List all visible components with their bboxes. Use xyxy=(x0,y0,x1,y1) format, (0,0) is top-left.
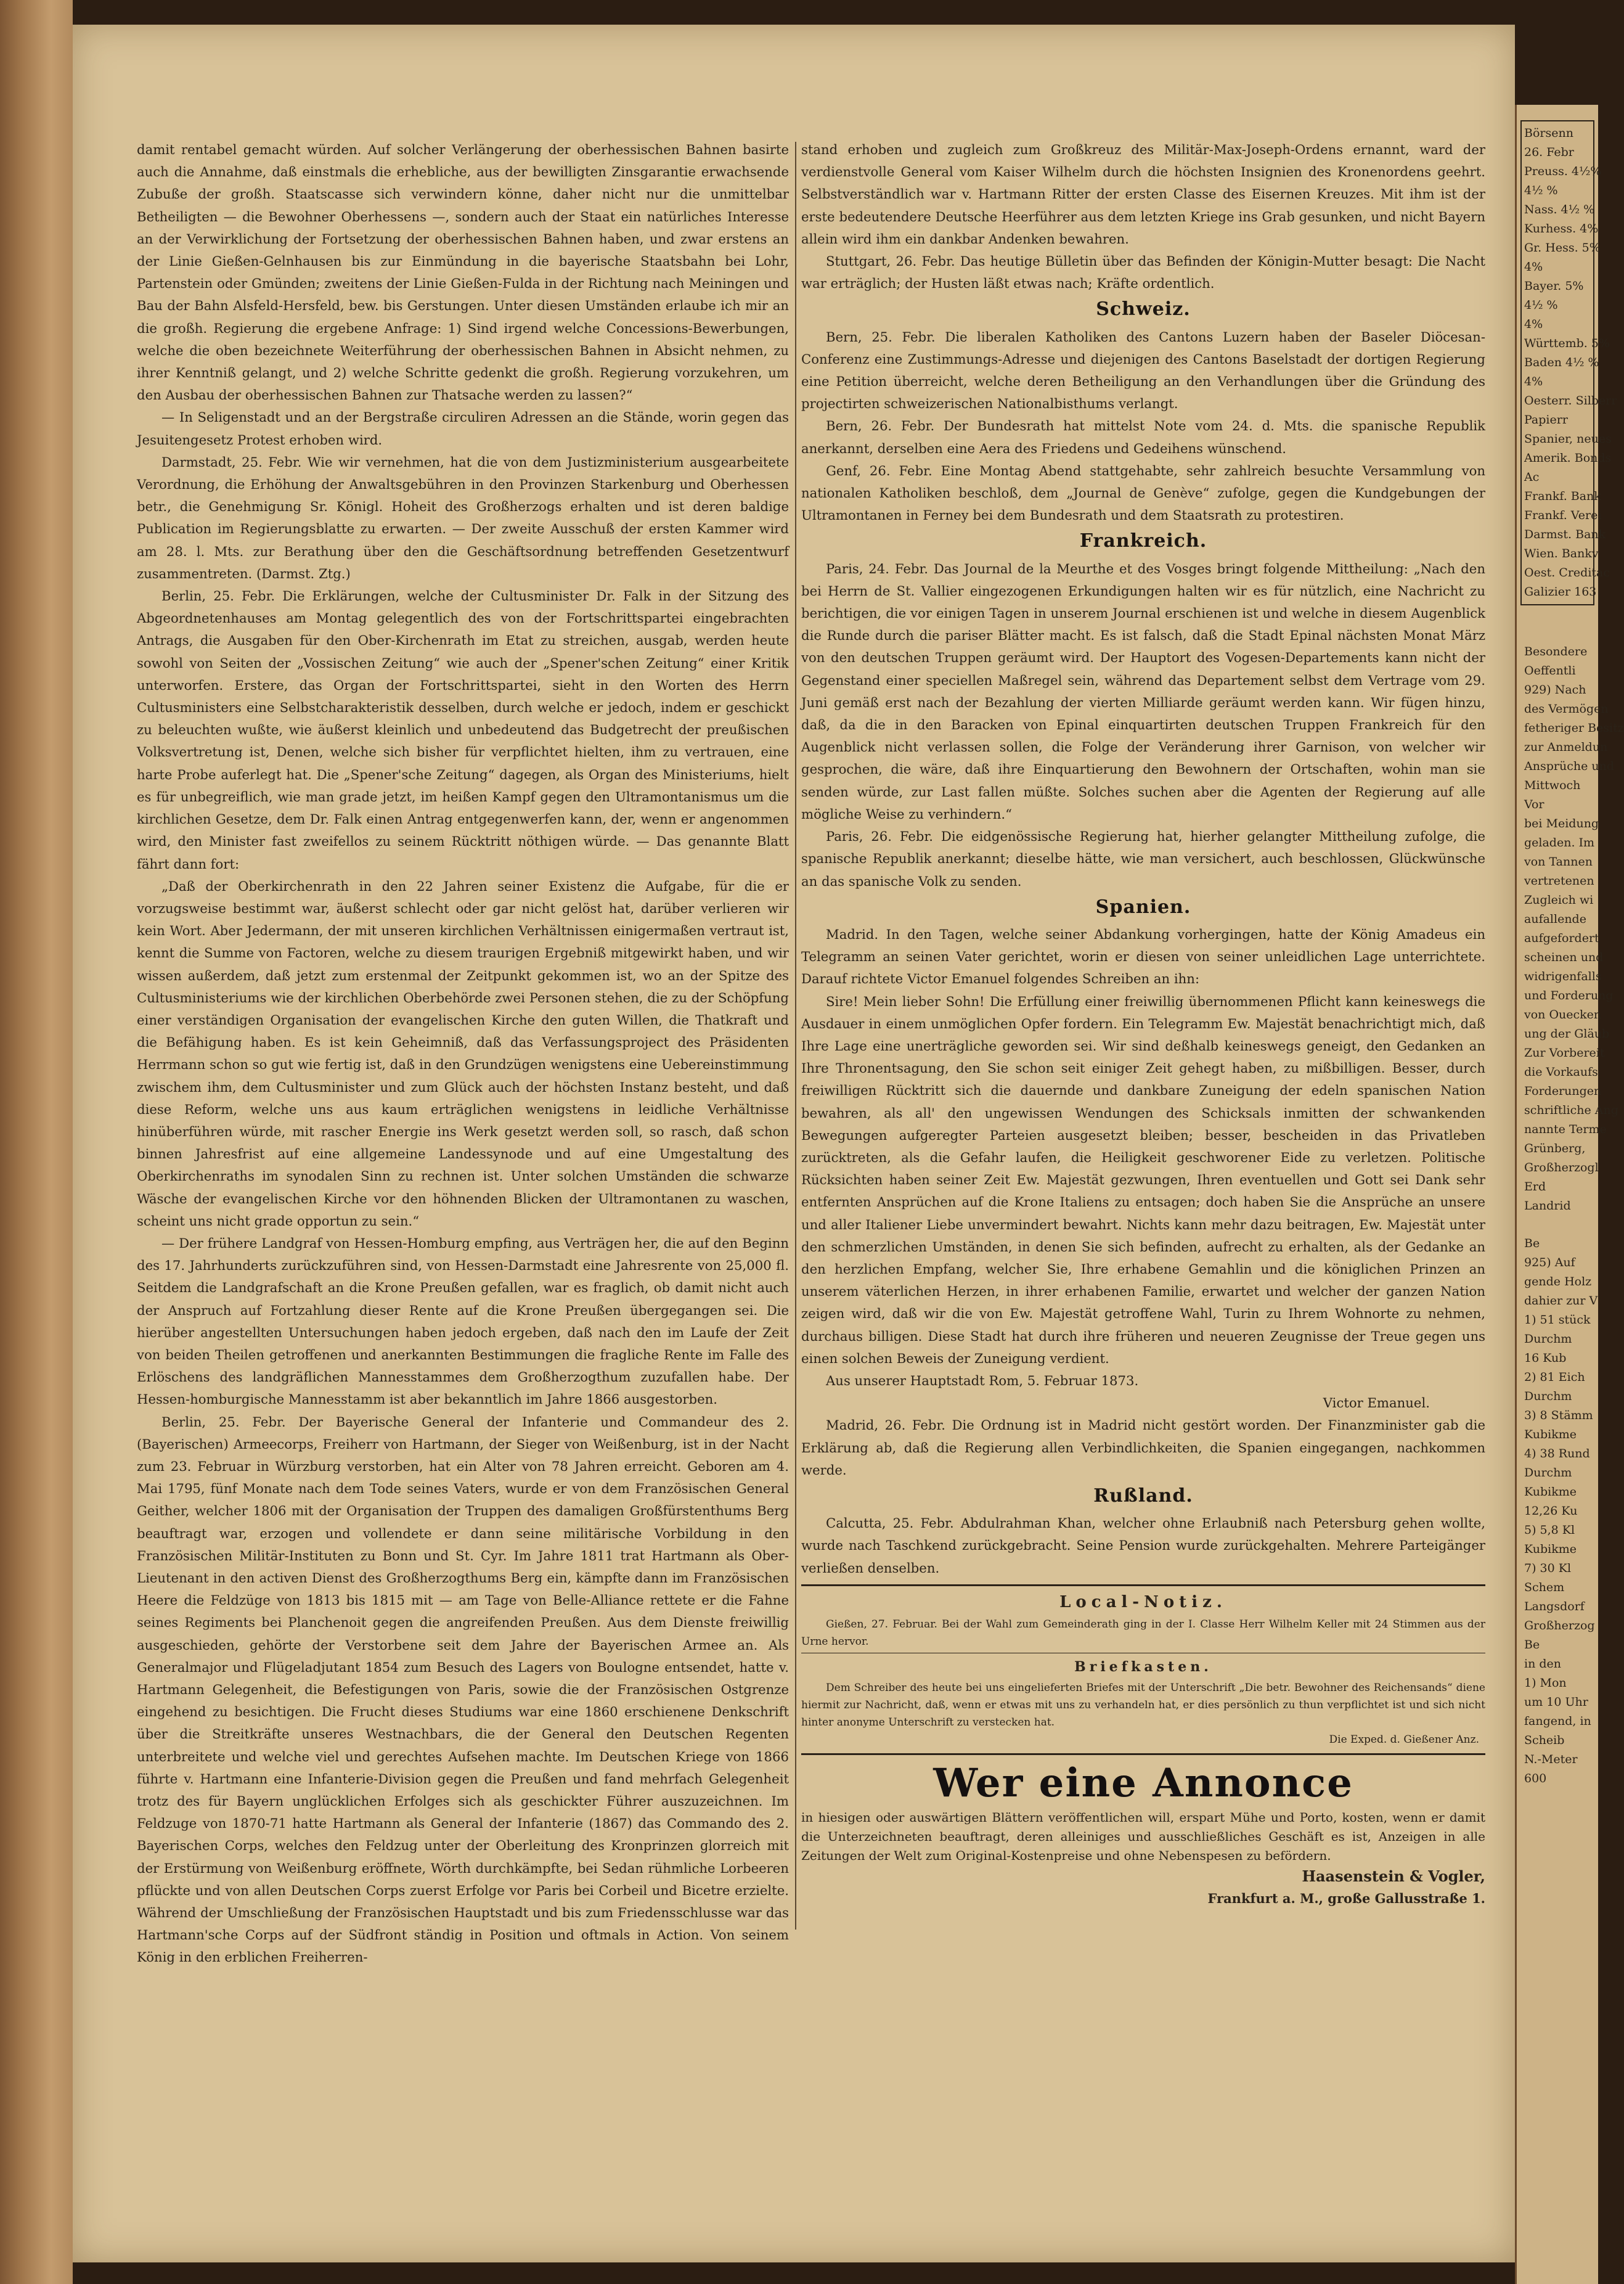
fragment-line: 2) 81 Eich xyxy=(1524,1370,1585,1384)
fragment-line: gende Holz xyxy=(1524,1275,1592,1288)
right-column xyxy=(801,139,1485,1910)
fragment-line: fetheriger Besitz xyxy=(1524,721,1624,735)
fragment-line: zur Anmeldun xyxy=(1524,740,1608,754)
fragment-line: Oeffentli xyxy=(1524,664,1576,677)
fragment-line: Galizier 163 xyxy=(1524,585,1597,599)
stock-quotes-box xyxy=(1520,120,1617,605)
article-paragraph: Dem Schreiber des heute bei uns eingelieferten Briefes mit der Unterschrift „Die betr. Bewohner des Reichensands“ diene hiermit zur Nachricht, daß, wenn er etwas mit uns zu verhandeln hat, er dies persönlich zu thun verpflichtet ist und sich nicht hinter anonyme Unterschrift zu verstecken hat. xyxy=(801,1682,1485,1729)
fragment-line: Scheib xyxy=(1524,1733,1565,1747)
fragment-line: dahier zur V xyxy=(1524,1294,1598,1308)
fragment-line: 4½ % xyxy=(1524,298,1558,312)
fragment-line: Preuss. 4½% xyxy=(1524,165,1602,178)
section-heading-frankreich: Frankreich. xyxy=(1079,530,1207,552)
column-divider xyxy=(795,142,796,1930)
fragment-line: Zugleich wi xyxy=(1524,893,1594,907)
fragment-line: Durchm xyxy=(1524,1390,1572,1403)
advertisement-company: Haasenstein & Vogler, xyxy=(1302,1867,1485,1886)
section-heading-lokal: Local-Notiz. xyxy=(1059,1592,1227,1611)
fragment-line: 5) 5,8 Kl xyxy=(1524,1523,1575,1537)
fragment-line: Wien. Bankv xyxy=(1524,547,1599,560)
fragment-line: Forderungen xyxy=(1524,1084,1602,1098)
fragment-line: 3) 8 Stämm xyxy=(1524,1409,1593,1422)
article-paragraph: Calcutta, 25. Febr. Abdulrahman Khan, welcher ohne Erlaubniß nach Petersburg gehen wollte, wurde nach Taschkend zurückgebracht. Seine Pension wurde zurückgehalten. Mehrere Parteigänger verließen denselben. xyxy=(801,1515,1485,1576)
fragment-line: in den xyxy=(1524,1657,1561,1671)
divider xyxy=(801,1753,1485,1755)
fragment-line: Erd xyxy=(1524,1180,1546,1193)
fragment-line: Spanier, neues xyxy=(1524,432,1612,446)
fragment-line: die Vorkaufs xyxy=(1524,1065,1598,1079)
article-paragraph: stand erhoben und zugleich zum Großkreuz des Militär-Max-Joseph-Ordens ernannt, ward der verdienstvolle General vom Kaiser Wilhelm durch die höchsten Insignien des Kronenordens geehrt. Selbstverständlich war v. Hartmann Ritter der ersten Classe des Eisernen Kreuzes. Mit ihm ist der erste bedeutendere Deutsche Heerführer aus dem letzten Kriege ins Grab gesunken, und nicht Bayern allein wird ihm ein dankbar Andenken bewahren. xyxy=(801,142,1485,247)
article-paragraph: Bern, 25. Febr. Die liberalen Katholiken des Cantons Luzern haben der Baseler Diöcesan-Conferenz eine Zustimmungs-Adresse und diejenigen des Cantons Baselstadt der dortigen Regierung eine Petition überreicht, welche deren Betheiligung an den Verhandlungen über die Gründung des projectirten schweizerischen Nationalbisthums verlangt. xyxy=(801,329,1485,412)
fragment-line: Ac xyxy=(1524,470,1540,484)
fragment-line: Papierr xyxy=(1524,413,1568,427)
article-paragraph: Madrid, 26. Febr. Die Ordnung ist in Madrid nicht gestört worden. Der Finanzminister gab die Erklärung ab, daß die Regierung allen Verbindlichkeiten, die Spanien eingegangen, nachkommen werde. xyxy=(801,1417,1485,1478)
article-paragraph: Paris, 24. Febr. Das Journal de la Meurthe et des Vosges bringt folgende Mittheilung: „Nach den bei Herrn de St. Vallier eingezogenen Erkundigungen halten wir es für nützlich, eine Nachricht zu berichtigen, die vor einigen Tagen in unserem Journal erschienen ist und welche in diesem Augenblick die Runde durch die pariser Blätter macht. Es ist falsch, daß die Stadt Epinal nächsten Monat März von den deutschen Truppen geräumt wird. Der Hauptort des Vogesen-Departements kann nicht der Gegenstand einer speciellen Maßregel sein, während das Departement selbst dem Vertrage vom 29. Juni gemäß erst nach der Bezahlung der vierten Milliarde geräumt werden kann. Wir fügen hinzu, daß, da die in den Baracken von Epinal einquartirten deutschen Truppen Frankreich für den Augenblick nicht verlassen sollen, die Folge der Veränderung ihrer Garnison, von welcher wir gesprochen, die wäre, daß ihre Einquartierung den Bewohnern der Ortschaften, wohin man sie senden würde, zur Last fallen müßte. Solches suchen aber die Agenten der Regierung auf alle mögliche Weise zu verhindern.“ xyxy=(801,560,1485,822)
fragment-line: Kurhess. 4% xyxy=(1524,222,1599,235)
fragment-line: Börsenn xyxy=(1524,126,1573,140)
fragment-line: Amerik. Bonds xyxy=(1524,451,1612,465)
fragment-line: von Ouecken xyxy=(1524,1008,1602,1021)
fragment-line: Gr. Hess. 5% xyxy=(1524,241,1601,255)
article-paragraph: — Der frühere Landgraf von Hessen-Homburg empfing, aus Verträgen her, die auf den Beginn des 17. Jahrhunderts zurückzuführen sind, von Hessen-Darmstadt eine Jahresrente von 25,000 fl. Seitdem die Landgrafschaft an die Krone Preußen gefallen, war es fraglich, ob damit nicht auch der Anspruch auf Fortzahlung dieser Rente auf die Krone Preußen übergegangen sei. Die hierüber angestellten Untersuchungen haben jedoch ergeben, daß nach den im Laufe der Zeit von beiden Theilen getroffenen und anerkannten Bestimmungen die fragliche Rente im Falle des Erlöschens des landgräflichen Mannesstammes dem Großherzogthum zuzufallen habe. Der Hessen-homburgische Mannesstamm ist aber bekanntlich im Jahre 1866 ausgestorben. xyxy=(137,1235,789,1407)
fragment-line: 4% xyxy=(1524,375,1543,388)
fragment-line: 12,26 Ku xyxy=(1524,1504,1578,1518)
fragment-line: Kubikme xyxy=(1524,1485,1577,1499)
fragment-line: um 10 Uhr xyxy=(1524,1695,1588,1709)
article-paragraph: Berlin, 25. Febr. Der Bayerische General der Infanterie und Commandeur des 2. (Bayerischen) Armeecorps, Freiherr von Hartmann, der Sieger von Weißenburg, ist in der Nacht zum 23. Februar in Würzburg verstorben, hat ein Alter von 78 Jahren erreicht. Geboren am 4. Mai 1795, fünf Monate nach dem Tode seines Vaters, wurde er von dem Französischen General Geither, welcher 1806 mit der Organisation der Truppen des damaligen Großfürstenthums Berg beauftragt war, erzogen und vollendete er dann seine militärische Vorbildung in den Französischen Militär-Instituten zu Bonn und St. Cyr. Im Jahre 1811 trat Hartmann als Ober-Lieutenant in den activen Dienst des Großherzogthums Berg ein, kämpfte dann im Französischen Heere die Feldzüge von 1813 bis 1815 mit — am Tage von Belle-Alliance rettete er die Fahne seines Regiments bei Planchenoit gegen die angreifenden Preußen. Aus dem Dienste freiwillig ausgeschieden, gehörte der Verstorbene seit dem Jahre der Bayerischen Armee an. Als Generalmajor und Flügeladjutant 1854 zum Besuch des Lagers von Boulogne entsendet, hatte v. Hartmann Gelegenheit, die Befestigungen von Paris, sowie die der Französischen Ostgrenze eingehend zu besichtigen. Die Frucht dieses Studiums war eine 1860 erschienene Denkschrift über die Streitkräfte unseres Westnachbars, die der General den Deutschen Regenten unterbreitete und welche viel und gerechtes Aufsehen machte. Im Deutschen Kriege von 1866 führte v. Hartmann eine Infanterie-Division gegen die Preußen und fand mehrfach Gelegenheit trotz des für Bayern unglücklichen Erfolges sich als geschickter Führer auszuzeichnen. Im Feldzuge von 1870-71 hatte Hartmann als General der Infanterie (1867) das Commando des 2. Bayerischen Corps, welches den Feldzug unter der Oberleitung des Kronprinzen glorreich mit der Erstürmung von Weißenburg eröffnete, Wörth durchkämpfte, bei Sedan rühmliche Lorbeeren pflückte und von allen Deutschen Corps zuerst Erfolge vor Paris bei Corbeil und Bicetre erzielte. Während der Umschließung der Französischen Hauptstadt und bis zum Friedensschlusse war das Hartmann'sche Corps auf der Südfront ständig in Position und oftmals in Action. Von seinem König in den erblichen Freiherren- xyxy=(137,1414,789,1965)
fragment-line: Frankf. Verei xyxy=(1524,509,1602,522)
fragment-line: Oesterr. Silberr xyxy=(1524,394,1617,407)
fragment-line: 4% xyxy=(1524,317,1543,331)
fragment-line: Frankf. Bank xyxy=(1524,489,1601,503)
fragment-line: Württemb. 5% xyxy=(1524,337,1610,350)
fragment-line: 4) 38 Rund xyxy=(1524,1447,1590,1460)
fragment-line: fangend, in xyxy=(1524,1714,1591,1728)
notice-fragment xyxy=(1517,1234,1598,1788)
fragment-line: aufallende xyxy=(1524,912,1586,926)
article-paragraph: „Daß der Oberkirchenrath in den 22 Jahren seiner Existenz die Aufgabe, für die er vorzugsweise bestimmt war, äußerst schlecht oder gar nicht gelöst hat, darüber verlieren wir kein Wort. Aber Jedermann, der mit unseren kirchlichen Verhältnissen einigermaßen vertraut ist, kennt die Summe von Factoren, welche zu diesem traurigen Ergebniß mitgewirkt haben, und wir wissen außerdem, daß jetzt zum erstenmal der Zeitpunkt gekommen ist, wo an der Spitze des Cultusministeriums wie der kirchlichen Oberbehörde zwei Personen stehen, die zu der Schöpfung einer verständigen Organisation der evangelischen Kirche den guten Willen, die Thatkraft und die Befähigung haben. Es ist kein Geheimniß, daß das Verfassungsproject des Präsidenten Herrmann schon so gut wie fertig ist, daß in den Grundzügen wenigstens eine Uebereinstimmung zwischem ihm, dem Cultusminister und zum Glück auch der höchsten Instanz besteht, und daß diese Reform, welche uns aus kaum erträglichen wenigstens in leidliche Verhältnisse hinüberführen würde, mit rascher Energie ins Werk gesetzt werden soll, so rasch, daß schon binnen Jahresfrist auf eine allgemeine Landessynode und auf eine Umgestaltung des Oberkirchenraths im synodalen Sinn zu rechnen ist. Unter solchen Umständen die schwarze Wäsche der evangelischen Kirche vor den höhnenden Blicken der Ultramontanen zu waschen, scheint uns nicht grade opportun zu sein.“ xyxy=(137,878,789,1229)
letter-signature: Victor Emanuel. xyxy=(1323,1395,1430,1411)
fragment-line: Durchm xyxy=(1524,1332,1572,1346)
fragment-line: geladen. Im xyxy=(1524,836,1595,849)
article-paragraph: Sire! Mein lieber Sohn! Die Erfüllung einer freiwillig übernommenen Pflicht kann keineswegs die Ausdauer in einem unmöglichen Opfer fordern. Ein Telegramm Ew. Majestät benachrichtigt mich, daß Ihre Lage eine unerträgliche geworden sei. Wir sind deßhalb keineswegs geneigt, den Gedanken an Ihre Thronentsagung, den Sie schon seit einiger Zeit gehegt haben, zu mißbilligen. Besser, durch freiwilligen Rücktritt sich die dauernde und dankbare Zuneigung der edeln spanischen Nation bewahren, als all' den ungewissen Wendungen des Schicksals inmitten der schwankenden Bewegungen aufgeregter Parteien ausgesetzt bleiben; besser, bescheiden in das Privatleben zurücktreten, als die Gefahr laufen, die Heiligkeit geschworener Eide zu verletzen. Politische Rücksichten haben seiner Zeit Ew. Majestät gezwungen, Ihren eventuellen und Gott sei Dank sehr entfernten Ansprüchen auf die Krone Italiens zu entsagen; doch haben Sie die Ansprüche an unsere und aller Italiener Liebe unvermindert bewahrt. Nichts kann mehr dazu beitragen, Ew. Majestät unter den schmerzlichen Umständen, in denen Sie sich befinden, aufrecht zu erhalten, als der Gedanke an den herzlichen Empfang, welcher Sie, Ihre erhabene Gemahlin und die königlichen Prinzen an unserem väterlichen Herzen, in ihrer erhabenen Familie, erwartet und welcher der ganzen Nation zeigen wird, daß wir die von Ew. Majestät getroffene Wahl, Turin zu Ihrem Wohnorte zu nehmen, durchaus billigen. Diese Stadt hat durch ihre früheren und neueren Zeugnisse der Treue gegen uns einen solchen Beweis der Zuneigung verdient. xyxy=(801,993,1485,1366)
fragment-line: N.-Meter xyxy=(1524,1753,1578,1766)
fragment-line: Großherzogl xyxy=(1524,1161,1599,1174)
fragment-line: Schem xyxy=(1524,1581,1565,1594)
book-binding xyxy=(0,0,73,2284)
fragment-line: des Vermögen xyxy=(1524,702,1609,716)
fragment-line: Durchm xyxy=(1524,1466,1572,1480)
fragment-line: Großherzog xyxy=(1524,1619,1595,1632)
fragment-line: Langsdorf xyxy=(1524,1600,1585,1613)
fragment-line: Oest. Creditac xyxy=(1524,566,1610,579)
article-paragraph: — In Seligenstadt und an der Bergstraße circuliren Adressen an die Stände, worin gegen das Jesuitengesetz Protest erhoben wird. xyxy=(137,409,789,448)
fragment-line: nannte Terme xyxy=(1524,1123,1607,1136)
fragment-line: ung der Gläub xyxy=(1524,1027,1610,1041)
fragment-line: Kubikme xyxy=(1524,1542,1577,1556)
article-paragraph: Paris, 26. Febr. Die eidgenössische Regierung hat, hierher gelangter Mittheilung zufolge, die spanische Republik anerkannt; dieselbe hätte, wie man versichert, auch beschlossen, Glückwünsche an das spanische Volk zu senden. xyxy=(801,829,1485,889)
fragment-line: widrigenfalls xyxy=(1524,970,1602,983)
fragment-line: Mittwoch xyxy=(1524,779,1581,792)
fragment-line: Zur Vorbereit xyxy=(1524,1046,1605,1060)
fragment-line: Grünberg, xyxy=(1524,1142,1586,1155)
fragment-line: Kubikme xyxy=(1524,1428,1577,1441)
fragment-line: 929) Nach xyxy=(1524,683,1586,697)
fragment-line: Vor xyxy=(1524,798,1544,811)
left-column xyxy=(137,139,789,1969)
fragment-line: aufgefordert xyxy=(1524,931,1599,945)
article-paragraph: Madrid. In den Tagen, welche seiner Abdankung vorhergingen, hatte der König Amadeus ein Telegramm an seinen Vater gerichtet, worin er diesen von seiner unleidlichen Lage unterrichtete. Darauf richtete Victor Emanuel folgendes Schreiben an ihn: xyxy=(801,926,1485,987)
article-paragraph: Gießen, 27. Februar. Bei der Wahl zum Gemeinderath ging in der I. Classe Herr Wilhelm Keller mit 24 Stimmen aus der Urne hervor. xyxy=(801,1618,1485,1648)
fragment-line: Nass. 4½ % xyxy=(1524,203,1595,216)
fragment-line: und Forderung xyxy=(1524,989,1614,1002)
advertisement-address: Frankfurt a. M., große Gallusstraße 1. xyxy=(1207,1891,1485,1907)
fragment-line: Be xyxy=(1524,1237,1540,1250)
advertisement-text: in hiesigen oder auswärtigen Blättern veröffentlichen will, erspart Mühe und Porto, kosten, wenn er damit die Unterzeichneten beauftragt, deren alleiniges und ausschließliches Geschäft es ist, Anzeigen in alle Zeitungen der Welt zum Original-Kostenpreise und ohne Nebenspesen zu befördern. xyxy=(801,1810,1485,1864)
fragment-line: 4% xyxy=(1524,260,1543,274)
advertisement-headline: Wer eine Annonce xyxy=(933,1760,1353,1807)
article-paragraph: Stuttgart, 26. Febr. Das heutige Bülletin über das Befinden der Königin-Mutter besagt: Die Nacht war erträglich; der Husten läßt etwas nach; Kräfte ordentlich. xyxy=(801,253,1485,292)
section-heading-briefkasten: Briefkasten. xyxy=(1074,1659,1212,1675)
fragment-line: 1) Mon xyxy=(1524,1676,1567,1690)
fragment-line: 16 Kub xyxy=(1524,1351,1567,1365)
fragment-line: scheinen und xyxy=(1524,951,1604,964)
briefkasten-signature: Die Exped. d. Gießener Anz. xyxy=(1329,1733,1479,1746)
fragment-line: 26. Febr xyxy=(1524,145,1574,159)
fragment-line: 7) 30 Kl xyxy=(1524,1562,1572,1575)
letter-dateline: Aus unserer Hauptstadt Rom, 5. Februar 1873. xyxy=(826,1372,1139,1388)
fragment-line: Be xyxy=(1524,1638,1540,1652)
fragment-line: 1) 51 stück xyxy=(1524,1313,1591,1327)
fragment-line: 925) Auf xyxy=(1524,1256,1575,1269)
fragment-line: Baden 4½ % xyxy=(1524,356,1599,369)
fragment-line: bei Meidung xyxy=(1524,817,1599,830)
fragment-line: Landrid xyxy=(1524,1199,1571,1213)
article-paragraph: Bern, 26. Febr. Der Bundesrath hat mittelst Note vom 24. d. Mts. die spanische Republik anerkannt, derselben eine Aera des Friedens und Gedeihens wünschend. xyxy=(801,418,1485,456)
fragment-line: Besondere xyxy=(1524,645,1588,658)
divider xyxy=(801,1584,1485,1586)
fragment-line: von Tannen xyxy=(1524,855,1593,869)
section-heading-spanien: Spanien. xyxy=(1095,896,1191,918)
article-paragraph: damit rentabel gemacht würden. Auf solcher Verlängerung der oberhessischen Bahnen basirte auch die Annahme, daß einstmals die erhebliche, aus der bewilligten Zinsgarantie erwachsende Zubuße der großh. Staatscasse sich verwindern könne, daher nicht nur die unmittelbar Betheiligten — die Bewohner Oberhessens —, sondern auch der Staat ein natürliches Interesse an der Verwirklichung der Fortsetzung der oberhessischen Bahnen haben, und zwar erstens an der Linie Gießen-Gelnhausen bis zur Einmündung in die bayerische Staatsbahn bei Lohr, Partenstein oder Gmünden; zweitens der Linie Gießen-Fulda in der Richtung nach Meiningen und Bau der Bahn Alsfeld-Hersfeld, bew. bis Gerstungen. Unter diesen Umständen erlaube ich mir an die großh. Regierung die ergebene Anfrage: 1) Sind irgend welche Concessions-Bewerbungen, welche die oben bezeichnete Weiterführung der oberhessischen Bahnen in Absicht nehmen, zu ihrer Kenntniß gelangt, und 2) welche Schritte gedenkt die großh. Regierung vorzukehren, um den Ausbau der oberhessischen Bahnen zur Thatsache werden zu lassen?“ xyxy=(137,142,789,403)
fragment-line: 4½ % xyxy=(1524,184,1558,197)
section-heading-schweiz: Schweiz. xyxy=(1096,298,1191,321)
article-paragraph: Darmstadt, 25. Febr. Wie wir vernehmen, hat die von dem Justizministerium ausgearbeitete Verordnung, die Erhöhung der Anwaltsgebühren in den Provinzen Starkenburg und Oberhessen betr., die Genehmigung Sr. Königl. Hoheit des Großherzogs erhalten und ist deren baldige Publication im Regierungsblatte zu erwarten. — Der zweite Ausschuß der ersten Kammer wird am 28. l. Mts. zur Berathung über den die Geschäftsordnung betreffenden Gesetzentwurf zusammentreten. (Darmst. Ztg.) xyxy=(137,454,789,581)
next-page-fragment xyxy=(1515,105,1624,2284)
section-heading-russland: Rußland. xyxy=(1093,1484,1193,1507)
fragment-line: 600 xyxy=(1524,1772,1547,1785)
fragment-line: vertretenen xyxy=(1524,874,1594,888)
fragment-line: Darmst. Bank xyxy=(1524,528,1606,541)
fragment-line: schriftliche Ang xyxy=(1524,1103,1618,1117)
fragment-line: Bayer. 5% xyxy=(1524,279,1584,293)
article-paragraph: Genf, 26. Febr. Eine Montag Abend stattgehabte, sehr zahlreich besuchte Versammlung von nationalen Katholiken beschloß, dem „Journal de Genève“ zufolge, gegen die Kundgebungen der Ultramontanen in Ferney bei dem Bundesrath und dem Staatsrath zu protestiren. xyxy=(801,462,1485,523)
fragment-line: Ansprüche und xyxy=(1524,759,1614,773)
article-paragraph: Berlin, 25. Febr. Die Erklärungen, welche der Cultusminister Dr. Falk in der Sitzung des Abgeordnetenhauses am Montag gelegentlich des von der Fortschrittspartei eingebrachten Antrags, die Ausgaben für den Ober-Kirchenrath im Etat zu streichen, ausgab, werden heute sowohl von Seiten der „Vossischen Zeitung“ wie auch der „Spener'schen Zeitung“ einer Kritik unterworfen. Erstere, das Organ der Fortschrittspartei, sieht in den Worten des Herrn Cultusministers eine Selbstcharakteristik desselben, durch welche er jedoch, indem er geschickt zu beleuchten wußte, wie äußerst kleinlich und unbedeutend das Budgetrecht der preußischen Volksvertretung ist, Denen, welche sich bisher für verpflichtet hielten, ihm zu vertrauen, eine harte Probe auferlegt hat. Die „Spener'sche Zeitung“ dagegen, als Organ des Ministeriums, hielt es für unbegreiflich, wie man grade jetzt, im heißen Kampf gegen den Ultramontanismus um die kirchlichen Gesetze, dem Dr. Falk einen Antrag entgegenwerfen kann, der, wenn er angenommen wird, den Minister fast zweifellos zu seinem Rücktritt nöthigen würde. — Das genannte Blatt fährt dann fort: xyxy=(137,588,789,872)
notice-fragment xyxy=(1517,642,1624,1216)
